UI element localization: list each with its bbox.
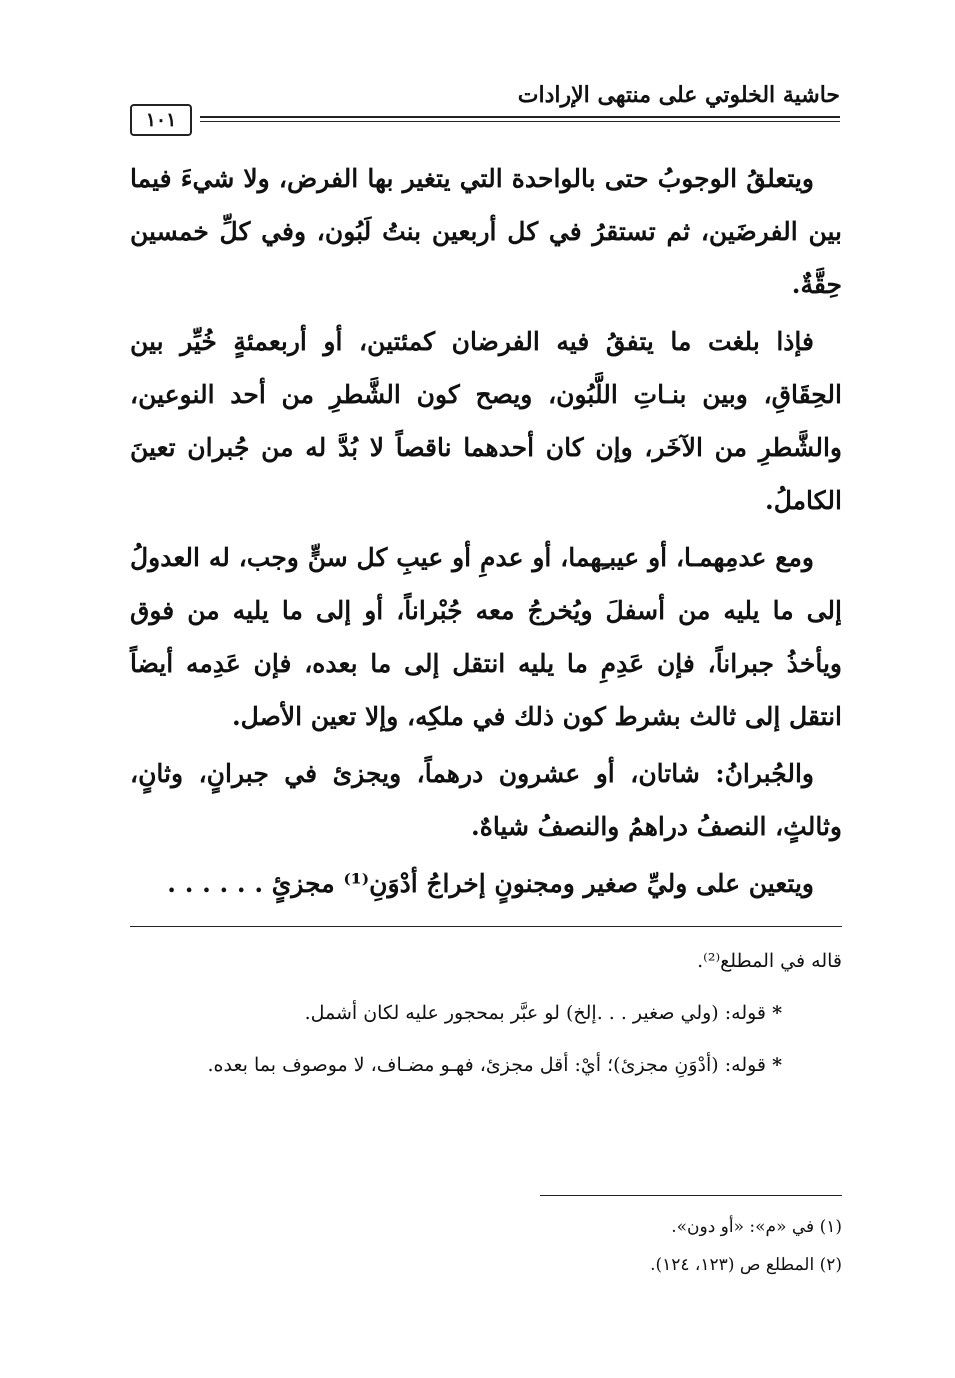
commentary-text: قوله: (أدْوَنِ مجزئ)؛ أيْ: أقل مجزئ، فهـو مضـاف، لا موصوف بما بعده. <box>207 1054 767 1076</box>
paragraph: فإذا بلغت ما يتفقُ فيه الفرضان كمئتين، أو أربعمئةٍ خُيِّر بين الحِقَاقِ، وبين بنـاتِ اللَّبُون، ويصح كون الشَّطرِ من أحد النوعين، والشَّطرِ من الآخَر، وإن كان أحدهما ناقصاً لا بُدَّ له من جُبران تعينَ الكاملُ. <box>130 327 842 515</box>
star-marker: * <box>772 1054 782 1076</box>
footnotes <box>130 1208 842 1284</box>
commentary-text: قوله: (ولي صغير . . .إلخ) لو عبَّر بمحجور عليه لكان أشمل. <box>304 1002 767 1024</box>
commentary-line <box>130 987 842 1039</box>
page-number: ١٠١ <box>130 104 192 136</box>
footnote: (٢) المطلع ص (١٢٣، ١٢٤). <box>650 1255 842 1275</box>
header-rule-thin <box>200 121 840 122</box>
commentary-line: قاله في المطلع⁽²⁾. <box>697 950 842 972</box>
star-marker: * <box>772 1002 782 1024</box>
main-text <box>130 152 842 914</box>
paragraph: ويتعين على وليِّ صغير ومجنونٍ إخراجُ أدْوَنِ⁽¹⁾ مجزئٍ . . . . . . <box>167 869 814 898</box>
paragraph: والجُبرانُ: شاتان، أو عشرون درهماً، ويجزئ في جبرانٍ، وثانٍ، وثالثٍ، النصفُ دراهمُ والنصفُ شياهٌ. <box>130 759 842 841</box>
commentary <box>130 935 842 1091</box>
paragraph: ومع عدمِهمـا، أو عيبـِهما، أو عدمِ أو عيبِ كل سنٍّ وجب، له العدولُ إلى ما يليه من أسفلَ ويُخرجُ معه جُبْراناً، أو إلى ما يليه من فوق ويأخذُ جبراناً، فإن عَدِمِ ما يليه انتقل إلى ما بعده، فإن عَدِمه أيضاً انتقل إلى ثالث بشرط كون ذلك في ملكِه، وإلا تعين الأصل. <box>130 543 842 731</box>
running-title: حاشية الخلوتي على منتهى الإرادات <box>517 82 840 108</box>
header-rule <box>200 116 840 118</box>
page-header <box>130 78 840 138</box>
footnote: (١) في «م»: «أو دون». <box>671 1217 842 1237</box>
text-separator <box>130 926 842 927</box>
commentary-line <box>130 1039 842 1091</box>
footnote-rule <box>540 1195 842 1196</box>
paragraph: ويتعلقُ الوجوبُ حتى بالواحدة التي يتغير بها الفرض، ولا شيءَ فيما بين الفرضَين، ثم تستقرُ في كل أربعين بنتُ لَبُون، وفي كلِّ خمسين حِقَّةٌ. <box>130 164 842 299</box>
